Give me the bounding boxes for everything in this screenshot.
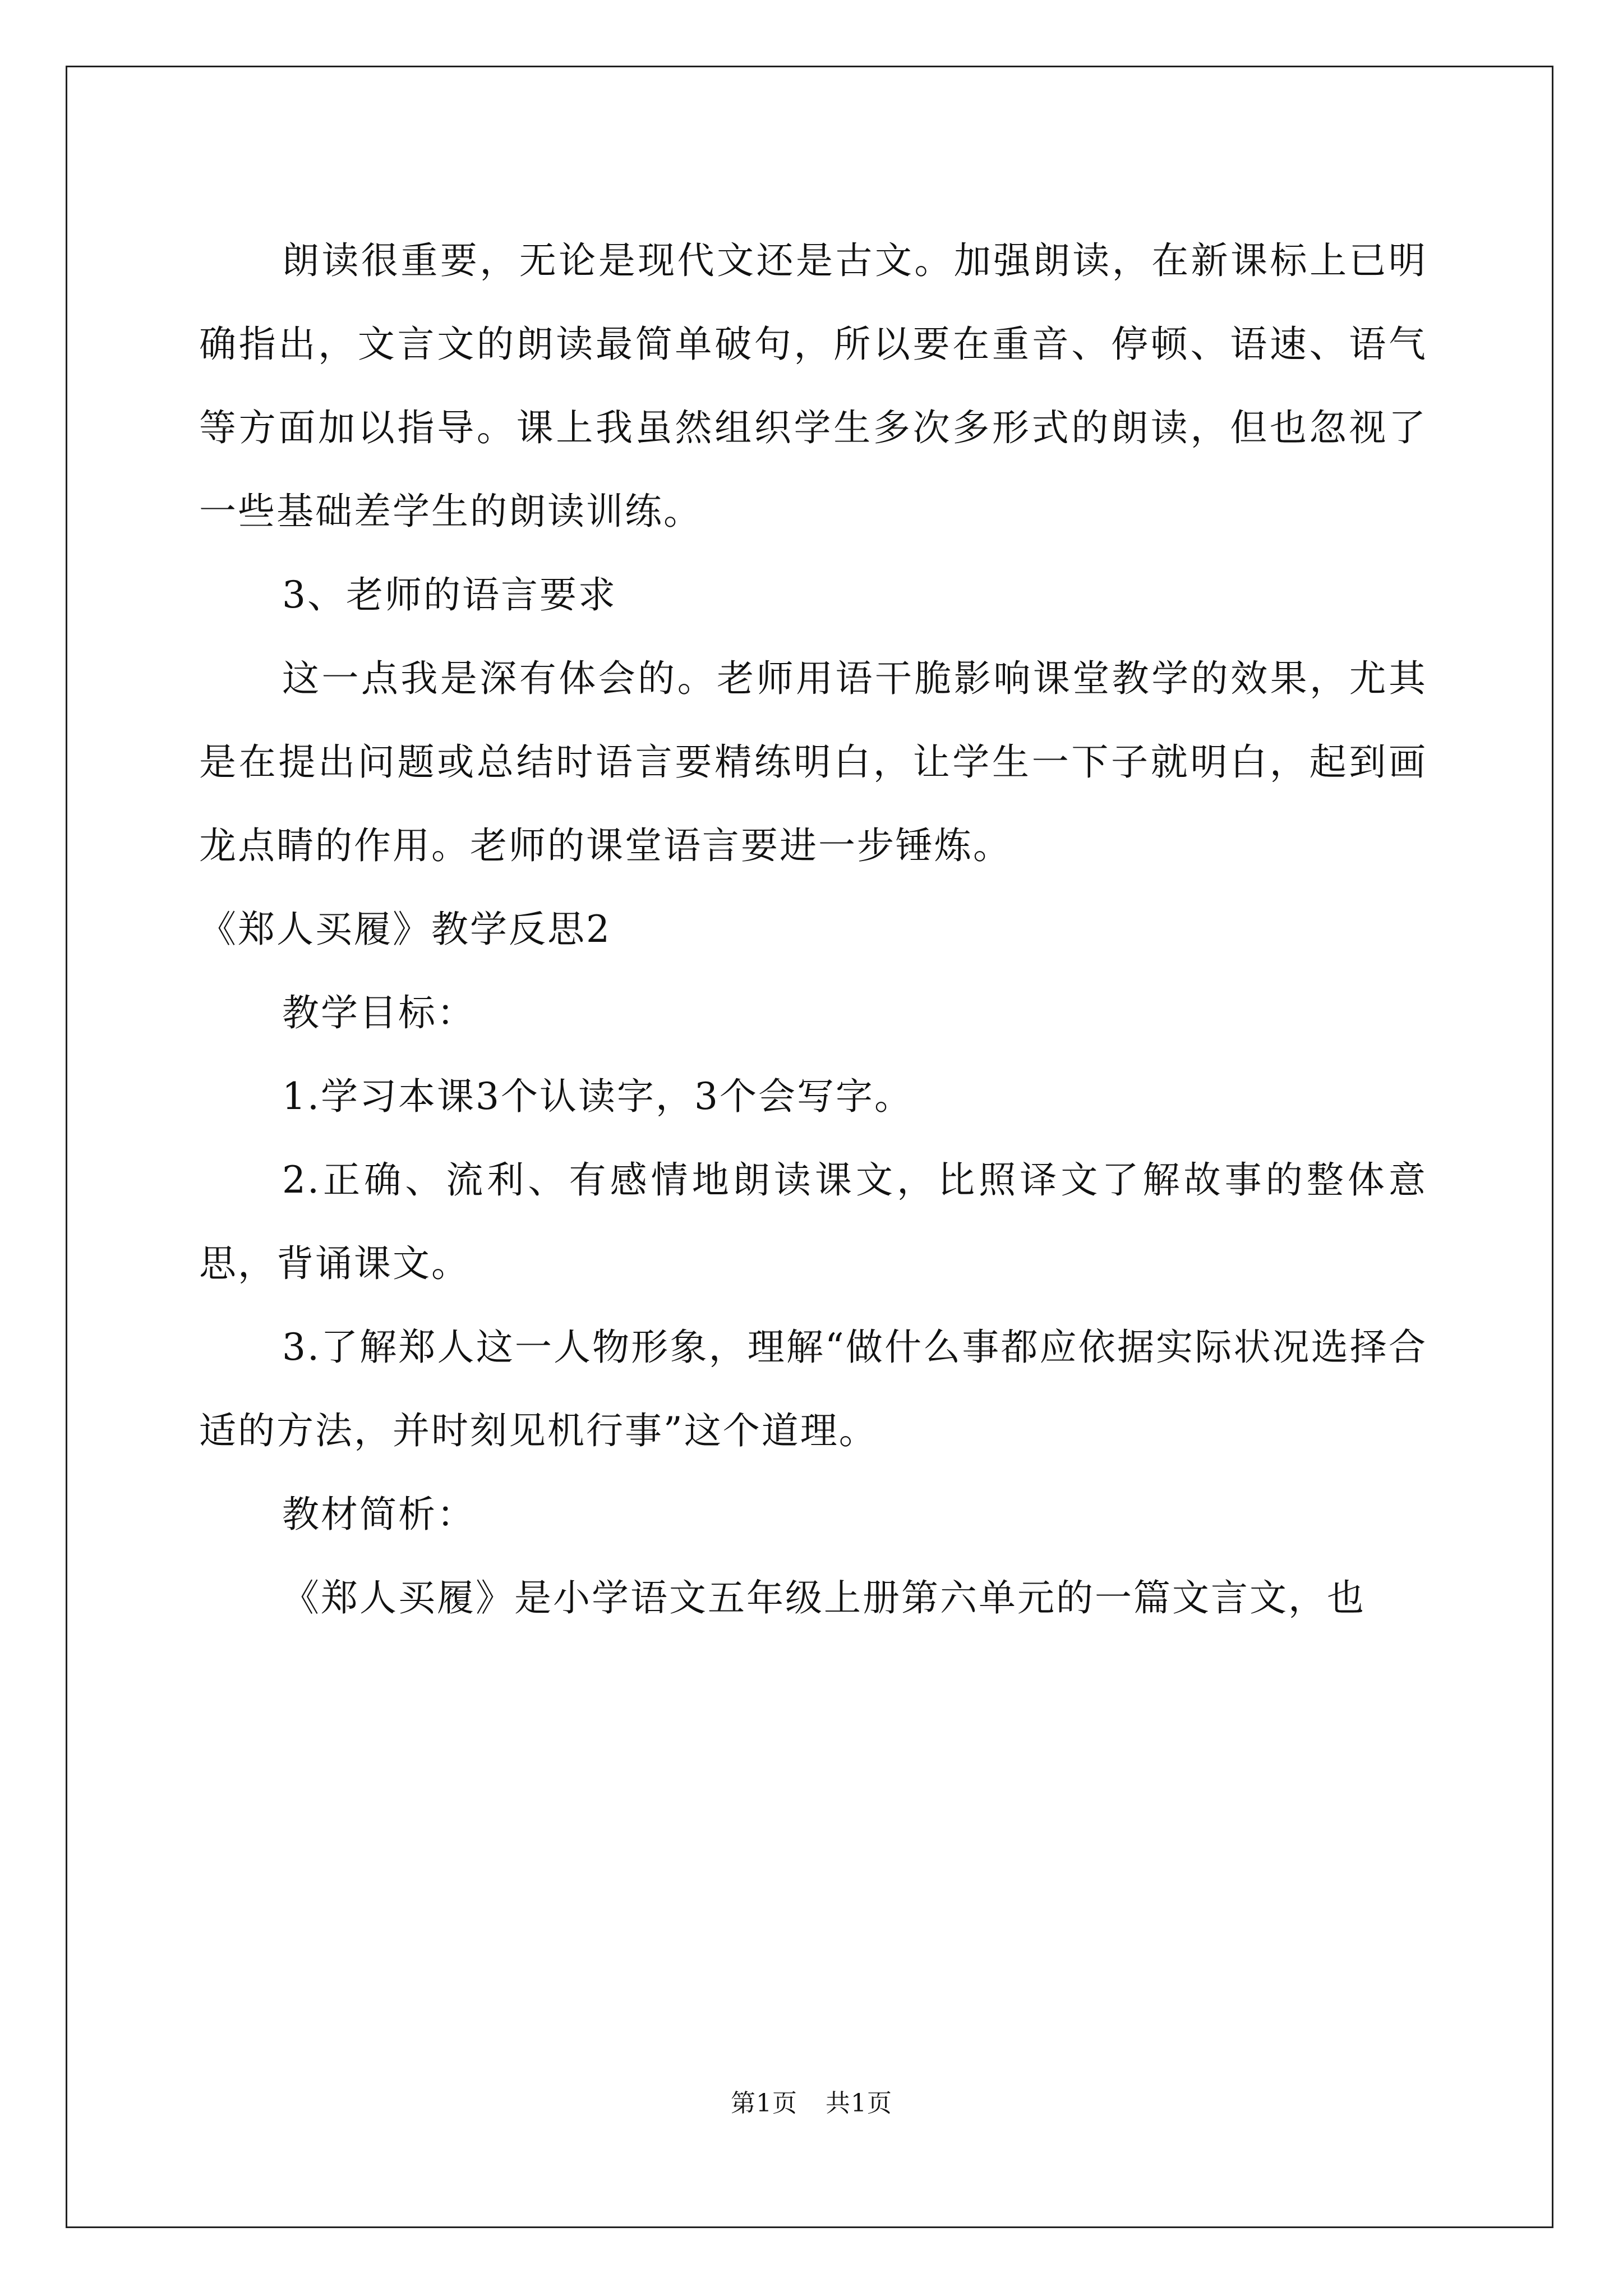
section-heading: 教材简析： [282,1493,476,1536]
document-body [199,219,1427,1640]
page-footer [0,2087,1623,2120]
article-title: 《郑人买履》教学反思2 [199,908,611,951]
page-total: 共1页 [826,2089,892,2118]
section-heading: 3、老师的语言要求 [282,573,617,616]
list-item: 1.学习本课3个认读字，3个会写字。 [282,1075,913,1118]
page-number: 第1页 [731,2089,797,2118]
paragraph: 朗读很重要，无论是现代文还是古文。加强朗读，在新课标上已明确指出，文言文的朗读最简单破句，所以要在重音、停顿、语速、语气等方面加以指导。课上我虽然组织学生多次多形式的朗读，但也忽视了一些基础差学生的朗读训练。 [199,239,1427,533]
list-item: 3.了解郑人这一人物形象，理解“做什么事都应依据实际状况选择合适的方法，并时刻见机行事”这个道理。 [199,1326,1427,1452]
list-item: 2.正确、流利、有感情地朗读课文，比照译文了解故事的整体意思，背诵课文。 [199,1158,1427,1285]
paragraph: 《郑人买履》是小学语文五年级上册第六单元的一篇文言文，也 [282,1576,1366,1619]
section-heading: 教学目标： [282,991,476,1034]
paragraph: 这一点我是深有体会的。老师用语干脆影响课堂教学的效果，尤其是在提出问题或总结时语言要精练明白，让学生一下子就明白，起到画龙点睛的作用。老师的课堂语言要进一步锤炼。 [199,657,1427,867]
